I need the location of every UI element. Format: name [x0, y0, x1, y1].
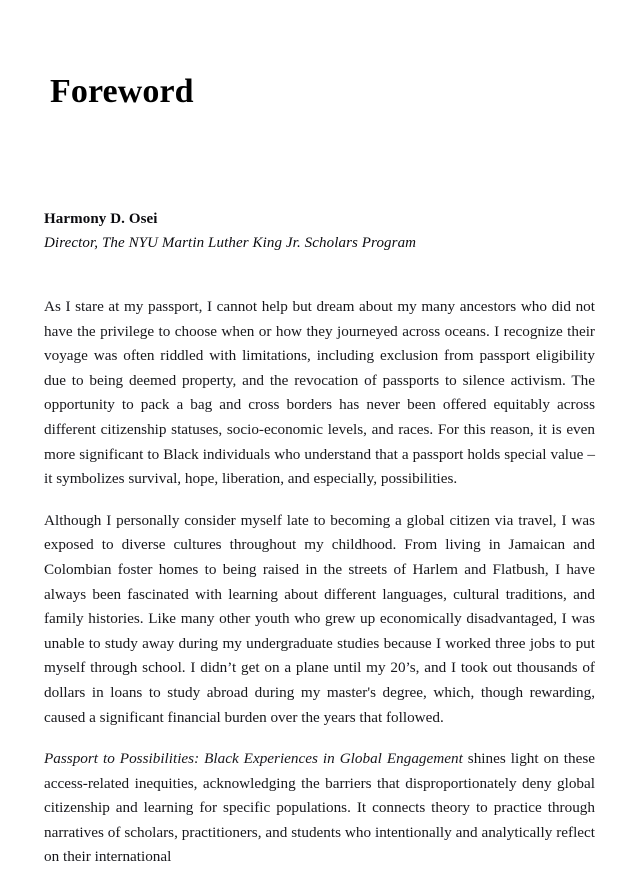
paragraph-2: Although I personally consider myself late to becoming a global citizen via travel, I was exposed to diverse cultures throughout my childhood. From living in Jamaican and Colombian foster homes to being raised in the streets of Harlem and Flatbush, I have always been fascinated with learning about different languages, cultural traditions, and family histories. Like many other youth who grew up economically disadvantaged, I was unable to study away during my undergraduate studies because I worked three jobs to put myself through school. I didn’t get on a plane until my 20’s, and I took out thousands of dollars in loans to study abroad during my master's degree, which, though rewarding, caused a significant financial burden over the years that followed.: [44, 511, 595, 726]
body-copy: [44, 295, 595, 870]
paragraph-1: As I stare at my passport, I cannot help but dream about my many ancestors who did not have the privilege to choose when or how they journeyed across oceans. I recognize their voyage was often riddled with limitations, including exclusion from passport eligibility due to being deemed property, and the revocation of passports to silence activism. The opportunity to pack a bag and cross borders has never been offered equitably across different citizenship statuses, socio-economic levels, and races. For this reason, it is even more significant to Black individuals who understand that a passport holds special value – it symbolizes survival, hope, liberation, and especially, possibilities.: [44, 298, 595, 488]
page-title: Foreword: [50, 73, 194, 110]
page-content: [44, 0, 595, 870]
paragraph-3-text: shines light on these access-related inequities, acknowledging the barriers that disproportionately deny global citizenship and learning for specific populations. It connects theory to practice through narratives of scholars, practitioners, and students who intentionally and analytically reflect on their international: [44, 750, 595, 866]
author-role: Director, The NYU Martin Luther King Jr. Scholars Program: [44, 235, 417, 251]
paragraph-3: [44, 747, 595, 870]
book-title-italic: Passport to Possibilities: Black Experiences in Global Engagement: [44, 750, 463, 768]
author-name: Harmony D. Osei: [44, 211, 158, 227]
author-block: [44, 209, 595, 254]
